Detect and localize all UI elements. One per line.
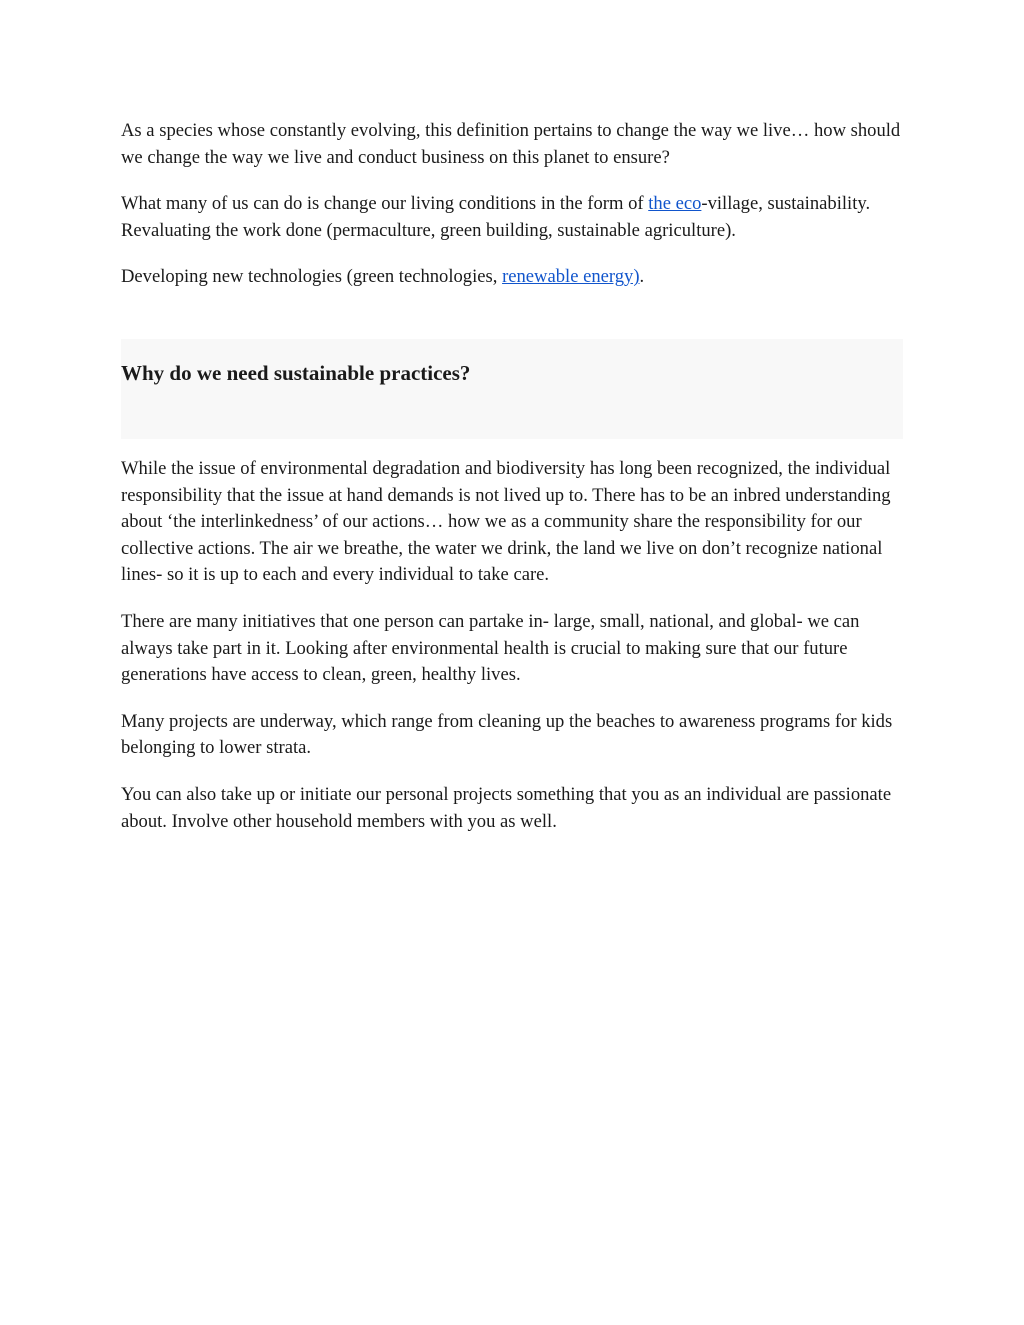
intro-paragraph-3-text-before: Developing new technologies (green technologies, bbox=[121, 266, 503, 288]
renewable-energy-link[interactable]: renewable energy) bbox=[502, 266, 640, 288]
eco-village-link[interactable]: the eco bbox=[648, 193, 702, 215]
intro-paragraph-2-text-after: -village, sustainability. Revaluating the work done (permaculture, green building, sustainable agriculture). bbox=[121, 193, 871, 241]
intro-paragraph-2 bbox=[121, 191, 911, 244]
section-paragraph-4: You can also take up or initiate our personal projects something that you as an individual are passionate about. Involve other household members with you as well. bbox=[121, 783, 892, 832]
section-paragraph-2: There are many initiatives that one person can partake in- large, small, national, and global- we can always take part in it. Looking after environmental health is crucial to making sure that our future generations have access to clean, green, healthy lives. bbox=[121, 610, 860, 686]
section-paragraph-1: While the issue of environmental degradation and biodiversity has long been recognized, the individual responsibility that the issue at hand demands is not lived up to. There has to be an inbred understanding about ‘the interlinkedness’ of our actions… how we as a community share the responsibility for our collective actions. The air we breathe, the water we drink, the land we live on don’t recognize national lines- so it is up to each and every individual to take care. bbox=[121, 457, 891, 586]
intro-paragraph-3 bbox=[121, 264, 911, 291]
section-heading: Why do we need sustainable practices? bbox=[121, 360, 471, 385]
intro-paragraph-2-text-before: What many of us can do is change our living conditions in the form of bbox=[121, 193, 649, 215]
section-heading-box bbox=[121, 339, 903, 439]
document-page bbox=[121, 118, 911, 835]
section-paragraph-3: Many projects are underway, which range from cleaning up the beaches to awareness programs for kids belonging to lower strata. bbox=[121, 710, 893, 759]
intro-paragraph-3-text-after: . bbox=[639, 266, 645, 288]
intro-paragraph-1: As a species whose constantly evolving, this definition pertains to change the way we live… how should we change the way we live and conduct business on this planet to ensure? bbox=[121, 120, 901, 168]
